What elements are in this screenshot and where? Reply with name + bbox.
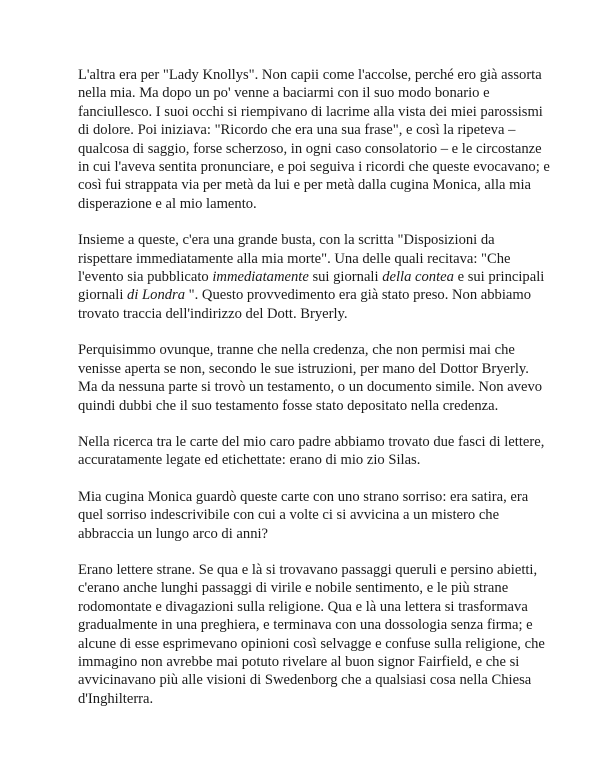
paragraph-2-text-a: Insieme a queste, c'era una grande busta, con la scritta "Disposizioni da rispettare immediatamente alla mia morte". Una delle quali recitava: "Che l'evento sia pubblicato	[78, 232, 511, 286]
paragraph-2	[78, 231, 550, 323]
document-body	[78, 66, 550, 726]
paragraph-2-text-d: ". Questo provvedimento era già stato preso. Non abbiamo trovato traccia dell'indirizzo del Dott. Bryerly.	[78, 287, 532, 322]
paragraph-2-text-c: e sui principali giornali	[78, 269, 545, 304]
paragraph-1-text: L'altra era per "Lady Knollys". Non capii come l'accolse, perché ero già assorta nella mia. Ma dopo un po' venne a baciarmi con il suo modo bonario e fanciullesco. I suoi occhi si riempivano di lacrime alla vista dei miei parossismi di dolore. Poi iniziava: "Ricordo che era una sua frase", e così la ripeteva – qualcosa di saggio, forse scherzoso, in ogni caso consolatorio – e le circostanze in cui l'aveva sentita pronunciare, e poi seguiva i ricordi che queste evocavano; e così fui strappata via per metà da lui e per metà dalla cugina Monica, alla mia disperazione e al mio lamento.	[78, 67, 550, 212]
paragraph-4	[78, 433, 550, 470]
italic-immediatamente: immediatamente	[212, 269, 309, 286]
paragraph-3-text: Perquisimmo ovunque, tranne che nella credenza, che non permisi mai che venisse aperta se non, secondo le sue istruzioni, per mano del Dottor Bryerly. Ma da nessuna parte si trovò un testamento, o un documento simile. Non avevo quindi dubbi che il suo testamento fosse stato depositato nella credenza.	[78, 342, 543, 414]
italic-della-contea: della contea	[382, 269, 454, 286]
paragraph-6	[78, 561, 550, 708]
italic-di-londra: di Londra	[127, 287, 186, 304]
paragraph-4-text: Nella ricerca tra le carte del mio caro padre abbiamo trovato due fasci di lettere, accuratamente legate ed etichettate: erano di mio zio Silas.	[78, 433, 545, 469]
paragraph-6-text: Erano lettere strane. Se qua e là si trovavano passaggi queruli e persino abietti, c'erano anche lunghi passaggi di virile e nobile sentimento, e le più strane rodomontate e divagazioni sulla religione. Qua e là una lettera si trasformava gradualmente in una preghiera, e terminava con una dossologia senza firma; e alcune di esse esprimevano opinioni così selvagge e confuse sulla religione, che immagino non avrebbe mai potuto rivelare al buon signor Fairfield, e che si avvicinavano più alle visioni di Swedenborg che a qualsiasi cosa nella Chiesa d'Inghilterra.	[78, 561, 545, 707]
paragraph-2-text-b: sui giornali	[308, 269, 383, 286]
paragraph-5-text: Mia cugina Monica guardò queste carte con uno strano sorriso: era satira, era quel sorriso indescrivibile con cui a volte ci si avvicina a un mistero che abbraccia un lungo arco di anni?	[78, 488, 529, 542]
paragraph-3	[78, 341, 550, 415]
paragraph-5	[78, 488, 550, 543]
paragraph-1	[78, 66, 550, 213]
